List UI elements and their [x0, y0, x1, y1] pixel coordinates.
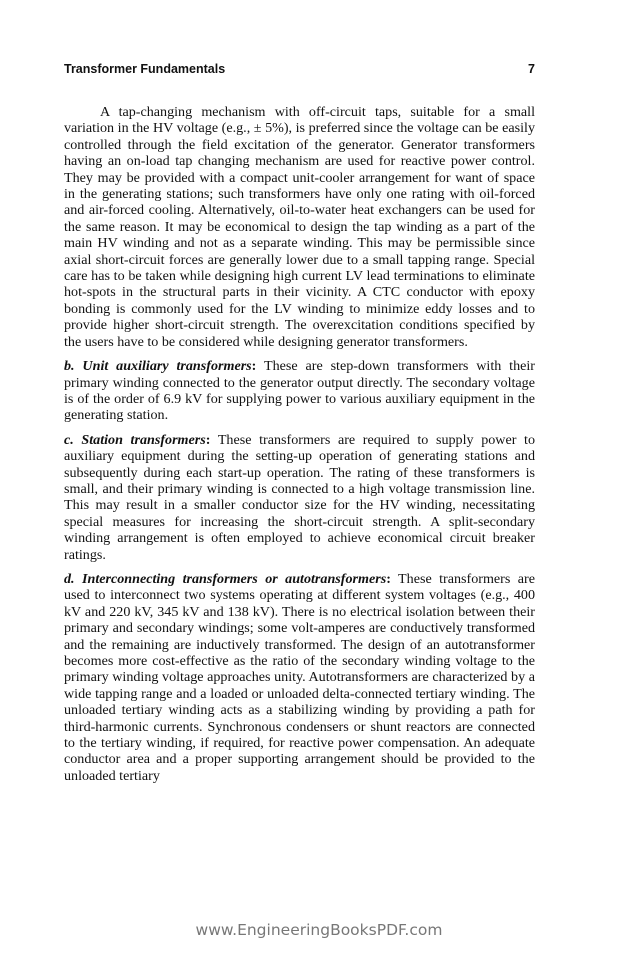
run-in-heading: d. Interconnecting transformers or autotransformers	[64, 570, 387, 587]
body-text	[64, 104, 535, 792]
chapter-title: Transformer Fundamentals	[64, 62, 226, 76]
paragraph-text: These are step-down transformers with their primary winding connected to the generator output directly. The secondary voltage is of the order of 6.9 kV for supplying power to various auxiliary equipment in the generating station.	[64, 358, 535, 424]
run-in-colon: :	[386, 570, 391, 587]
paragraph-generator-transformers: A tap-changing mechanism with off-circuit taps, suitable for a small variation in the HV voltage (e.g., ± 5%), is preferred since the voltage can be easily controlled through the field excitation of the generator. Generator transformers having an on-load tap changing mechanism are used for reactive power control. They may be provided with a compact unit-cooler arrangement for want of space in the generating stations; such transformers have only one rating with oil-forced and air-forced cooling. Alternatively, oil-to-water heat exchangers can be used for the same reason. It may be economical to design the tap winding as a part of the main HV winding and not as a separate winding. This may be permissible since axial short-circuit forces are generally lower due to a small tapping range. Special care has to be taken while designing high current LV lead terminations to eliminate hot-spots in the structural parts in their vicinity. A CTC conductor with epoxy bonding is commonly used for the LV winding to minimize eddy losses and to provide higher short-circuit strength. The overexcitation conditions specified by the users have to be considered while designing generator transformers.	[64, 104, 535, 350]
run-in-heading: b. Unit auxiliary transformers	[64, 358, 252, 375]
run-in-colon: :	[251, 358, 257, 375]
running-header	[64, 62, 535, 78]
paragraph-text: These transformers are used to interconnect two systems operating at different system voltages (e.g., 400 kV and 220 kV, 345 kV and 138 kV). There is no electrical isolation between their primary and secondary windings; some volt-amperes are conductively transformed and the remaining are inductively transformed. The design of an autotransformer becomes more cost-effective as the ratio of the secondary winding voltage to the primary winding voltage approaches unity. Autotransformers are characterized by a wide tapping range and a loaded or unloaded delta-connected tertiary winding. The unloaded tertiary winding acts as a stabilizing winding by providing a path for third-harmonic currents. Synchronous condensers or shunt reactors are connected to the tertiary winding, if required, for reactive power compensation. An adequate conductor area and a proper supporting arrangement should be provided to the unloaded tertiary	[64, 570, 535, 784]
footer-watermark: www.EngineeringBooksPDF.com	[195, 921, 443, 939]
paragraph-interconnecting-transformers	[64, 571, 535, 784]
paragraph-unit-auxiliary-transformers	[64, 358, 535, 424]
page-number: 7	[528, 62, 535, 76]
run-in-colon: :	[205, 431, 211, 448]
paragraph-station-transformers	[64, 432, 535, 563]
run-in-heading: c. Station transformers	[64, 431, 206, 448]
paragraph-text: These transformers are required to supply power to auxiliary equipment during the setting-up operation of generating stations and subsequently during each start-up operation. The rating of these transformers is small, and their primary winding is connected to a high voltage transmission line. This may result in a smaller conductor size for the HV winding, necessitating special measures for increasing the short-circuit strength. A split-secondary winding arrangement is often employed to achieve economical circuit breaker ratings.	[64, 431, 536, 563]
